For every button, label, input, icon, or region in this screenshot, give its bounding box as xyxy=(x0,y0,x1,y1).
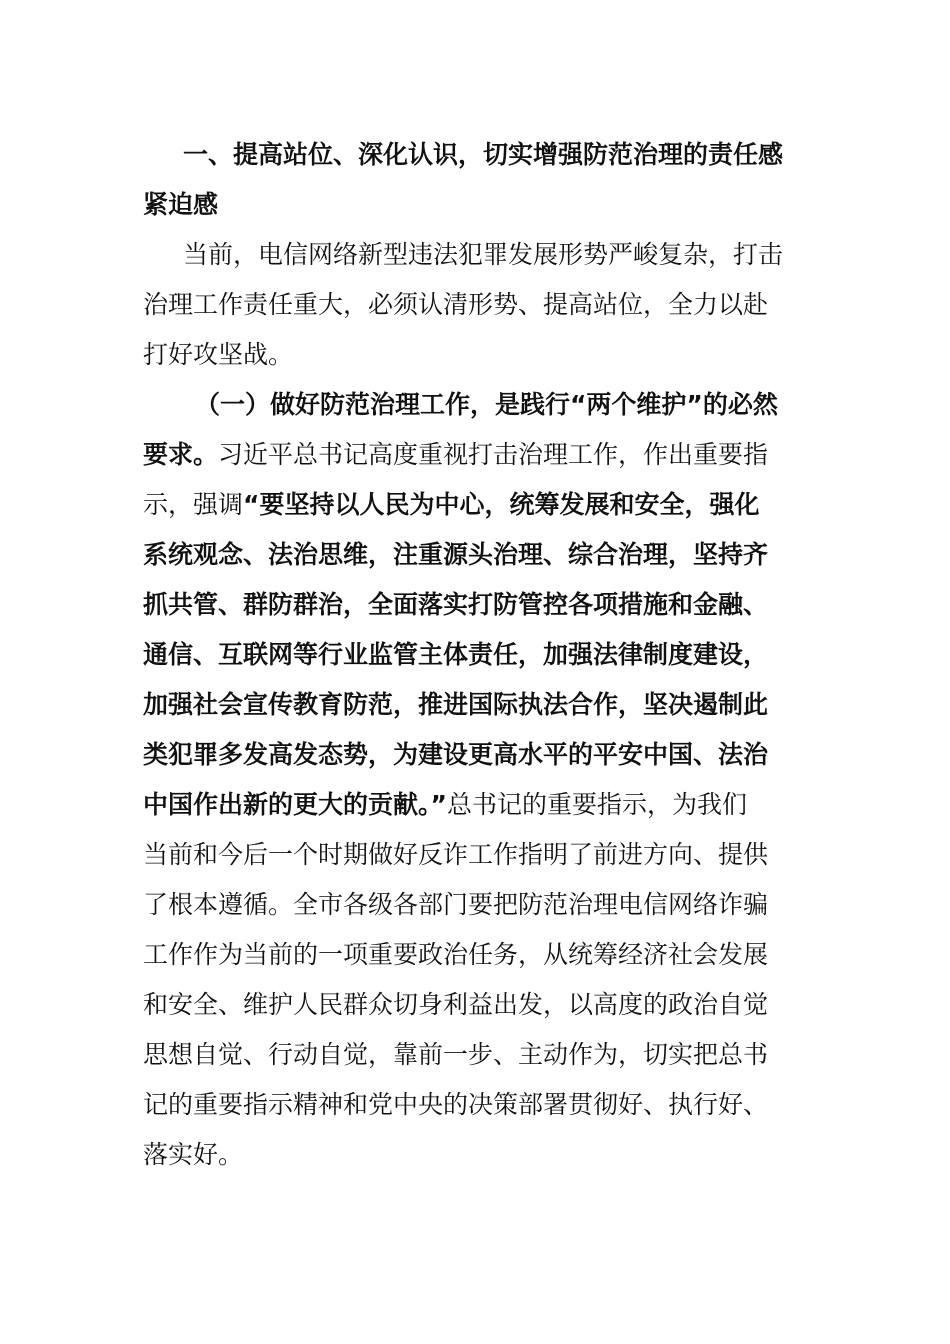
subsection-line-9 xyxy=(143,780,807,830)
subsection-line-16: 落实好。 xyxy=(143,1140,244,1169)
intro-paragraph-line-2: 治理工作责任重大，必须认清形势、提高站位，全力以赴 xyxy=(143,290,769,319)
subsection-text: 总书记的重要指示，为我们 xyxy=(446,790,747,819)
intro-paragraph-line-3: 打好攻坚战。 xyxy=(143,340,294,369)
document-page xyxy=(143,130,807,1180)
subsection-line-15: 记的重要指示精神和党中央的决策部署贯彻好、执行好、 xyxy=(143,1090,769,1119)
quote-line-6: 通信、互联网等行业监管主体责任，加强法律制度建设， xyxy=(143,640,769,669)
subsection-line-13: 和安全、维护人民群众切身利益出发，以高度的政治自觉 xyxy=(143,990,769,1019)
subsection-text: 习近平总书记高度重视打击治理工作，作出重要指 xyxy=(218,440,769,469)
subsection-line-14: 思想自觉、行动自觉，靠前一步、主动作为，切实把总书 xyxy=(143,1040,769,1069)
subsection-line-12: 工作作为当前的一项重要政治任务，从统筹经济社会发展 xyxy=(143,940,769,969)
section-heading-line-1: 一、提高站位、深化认识，切实增强防范治理的责任感 xyxy=(183,140,784,169)
quote-text-end: 中国作出新的更大的贡献。” xyxy=(143,790,447,819)
quote-line-4: 系统观念、法治思维，注重源头治理、综合治理，坚持齐 xyxy=(143,540,769,569)
quote-line-7: 加强社会宣传教育防范，推进国际执法合作，坚决遏制此 xyxy=(143,690,769,719)
quote-line-8: 类犯罪多发高发态势，为建设更高水平的平安中国、法治 xyxy=(143,740,769,769)
quote-text: “要坚持以人民为中心，统筹发展和安全，强化 xyxy=(243,490,760,519)
subsection-line-11: 了根本遵循。全市各级各部门要把防范治理电信网络诈骗 xyxy=(143,890,769,919)
subsection-heading-line-1: （一）做好防范治理工作，是践行“两个维护”的必然 xyxy=(195,390,778,419)
subsection-line-10: 当前和今后一个时期做好反诈工作指明了前进方向、提供 xyxy=(143,840,769,869)
quote-line-5: 抓共管、群防群治，全面落实打防管控各项措施和金融、 xyxy=(143,590,769,619)
intro-paragraph-line-1: 当前，电信网络新型违法犯罪发展形势严峻复杂，打击 xyxy=(183,240,784,269)
subsection-line-2 xyxy=(143,430,807,480)
subsection-heading-end: 要求。 xyxy=(143,440,219,469)
section-heading-line-2: 紧迫感 xyxy=(143,190,219,219)
subsection-text: 示，强调 xyxy=(143,490,244,519)
subsection-line-3 xyxy=(143,480,807,530)
